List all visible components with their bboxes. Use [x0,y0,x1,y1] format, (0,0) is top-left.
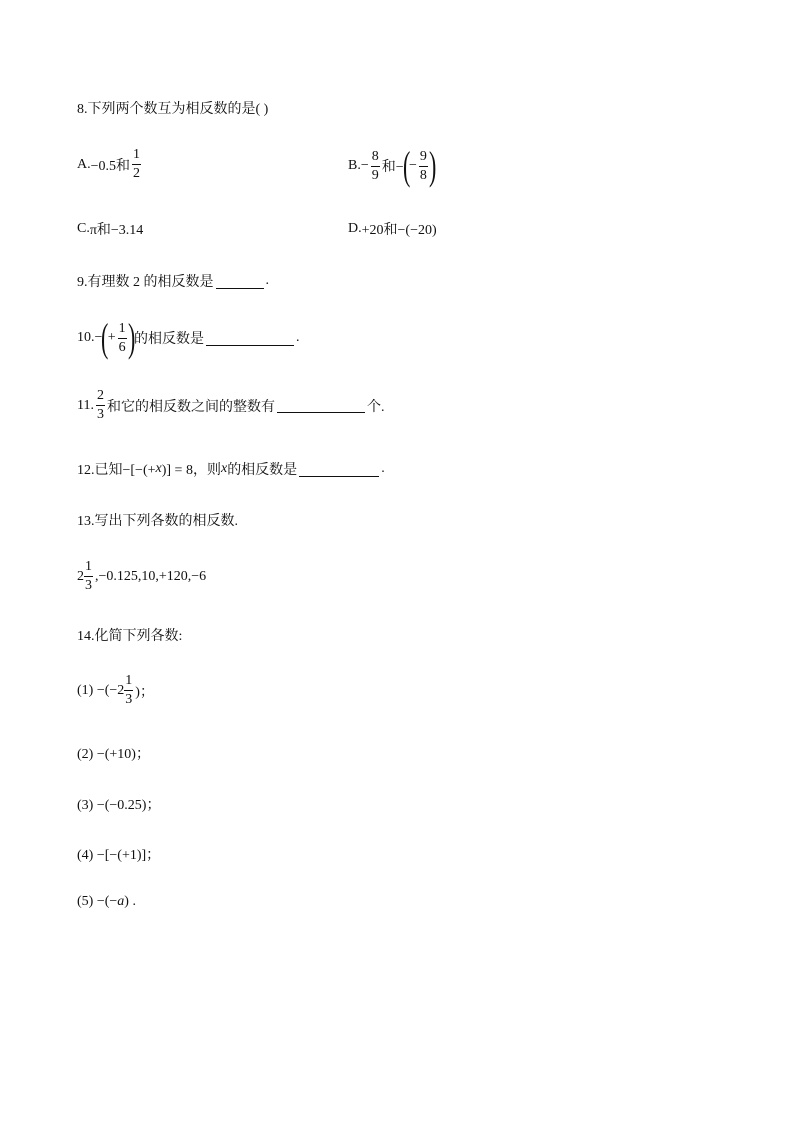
q8-stem: 8.下列两个数互为相反数的是( ) [77,102,269,117]
q14-part-1: (1) −(−2 $\frac{1}{3}$ )； [77,673,154,707]
q12: 12.已知−[−(+ x )] = 8，则 x 的相反数是 . [77,461,385,478]
q8-option-d: D. +20和−(−20) [348,221,437,238]
q11: 11. $\frac{2}{3}$ 和它的相反数之间的整数有 个. [77,388,385,422]
q14-part-2: (2) −(+10)； [77,747,150,762]
fraction: $\frac{8}{9}$ [371,148,379,183]
q13-numbers: 2 $\frac{1}{3}$ ,−0.125,10,+120,−6 [77,559,207,593]
answer-blank[interactable] [206,331,294,346]
q14-part-5: (5) −(− a ) . [77,894,136,909]
answer-blank[interactable] [277,398,365,413]
fraction: $\frac{2}{3}$ [96,388,104,422]
q8-option-c: C. π和−3.14 [77,221,144,238]
fraction: $\frac{1}{6}$ [118,320,126,355]
q8-option-b: B. − $\frac{8}{9}$ 和− ( − $\frac{9}{8}$ ) [348,143,437,188]
q13-stem: 13.写出下列各数的相反数. [77,514,238,529]
answer-blank[interactable] [216,274,264,289]
fraction: $\frac{1}{2}$ [133,147,141,181]
q14-part-3: (3) −(−0.25)； [77,798,161,813]
q8-option-a: A. −0.5和 $\frac{1}{2}$ [77,147,141,181]
fraction: $\frac{1}{3}$ [85,559,92,593]
q14-stem: 14.化简下列各数: [77,629,183,644]
answer-blank[interactable] [299,462,379,477]
q9: 9.有理数 2 的相反数是 . [77,273,269,290]
q14-part-4: (4) −[−(+1)]； [77,848,161,863]
q10: 10.− ( + $\frac{1}{6}$ ) 的相反数是 . [77,315,300,360]
fraction: $\frac{9}{8}$ [419,148,427,183]
fraction: $\frac{1}{3}$ [125,673,133,707]
